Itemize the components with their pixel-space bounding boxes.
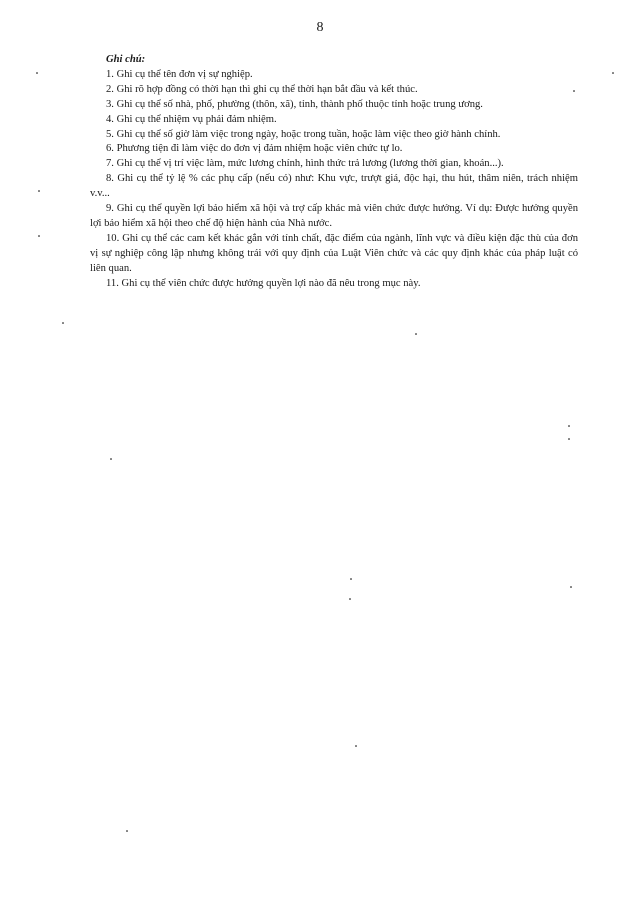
scan-speck	[349, 598, 351, 600]
note-item: 3. Ghi cụ thể số nhà, phố, phường (thôn, xã), tỉnh, thành phố thuộc tỉnh hoặc trung ương.	[106, 98, 483, 110]
note-item: 7. Ghi cụ thể vị trí việc làm, mức lương chính, hình thức trả lương (lương thời gian, khoán...).	[106, 158, 504, 170]
scan-speck	[355, 745, 357, 747]
scan-speck	[568, 438, 570, 440]
note-item: 5. Ghi cụ thể số giờ làm việc trong ngày, hoặc trong tuần, hoặc làm việc theo giờ hành chính.	[106, 128, 501, 140]
scan-speck	[573, 90, 575, 92]
note-item: 11. Ghi cụ thể viên chức được hưởng quyền lợi nào đã nêu trong mục này.	[106, 277, 421, 289]
scan-speck	[612, 72, 614, 74]
note-item: 6. Phương tiện đi làm việc do đơn vị đảm nhiệm hoặc viên chức tự lo.	[106, 143, 403, 155]
scan-speck	[415, 333, 417, 335]
scan-speck	[38, 190, 40, 192]
note-item: 10. Ghi cụ thể các cam kết khác gắn với tính chất, đặc điểm của ngành, lĩnh vực và điều kiện đặc thù của đơn vị sự nghiệp công lập nhưng không trái với quy định của Luật Viên chức và các quy định khác của pháp luật có liên quan.	[90, 232, 578, 274]
note-item: 9. Ghi cụ thể quyền lợi bảo hiểm xã hội và trợ cấp khác mà viên chức được hưởng. Ví dụ: Được hưởng quyền lợi bảo hiểm xã hội theo chế độ hiện hành của Nhà nước.	[90, 203, 578, 229]
scan-speck	[62, 322, 64, 324]
scan-speck	[110, 458, 112, 460]
scan-speck	[570, 586, 572, 588]
notes-title: Ghi chú:	[106, 54, 146, 65]
note-item: 1. Ghi cụ thể tên đơn vị sự nghiệp.	[106, 68, 253, 80]
note-item: 4. Ghi cụ thể nhiệm vụ phải đảm nhiệm.	[106, 113, 277, 125]
scan-speck	[36, 72, 38, 74]
notes-section	[90, 53, 578, 292]
scan-speck	[568, 425, 570, 427]
note-item: 2. Ghi rõ hợp đồng có thời hạn thì ghi cụ thể thời hạn bắt đầu và kết thúc.	[106, 83, 418, 95]
page-number: 8	[316, 20, 324, 35]
scan-speck	[350, 578, 352, 580]
scan-speck	[38, 235, 40, 237]
note-item: 8. Ghi cụ thể tỷ lệ % các phụ cấp (nếu có) như: Khu vực, trượt giá, độc hại, thu hút, thâm niên, trách nhiệm v.v...	[90, 173, 578, 200]
scan-speck	[126, 830, 128, 832]
